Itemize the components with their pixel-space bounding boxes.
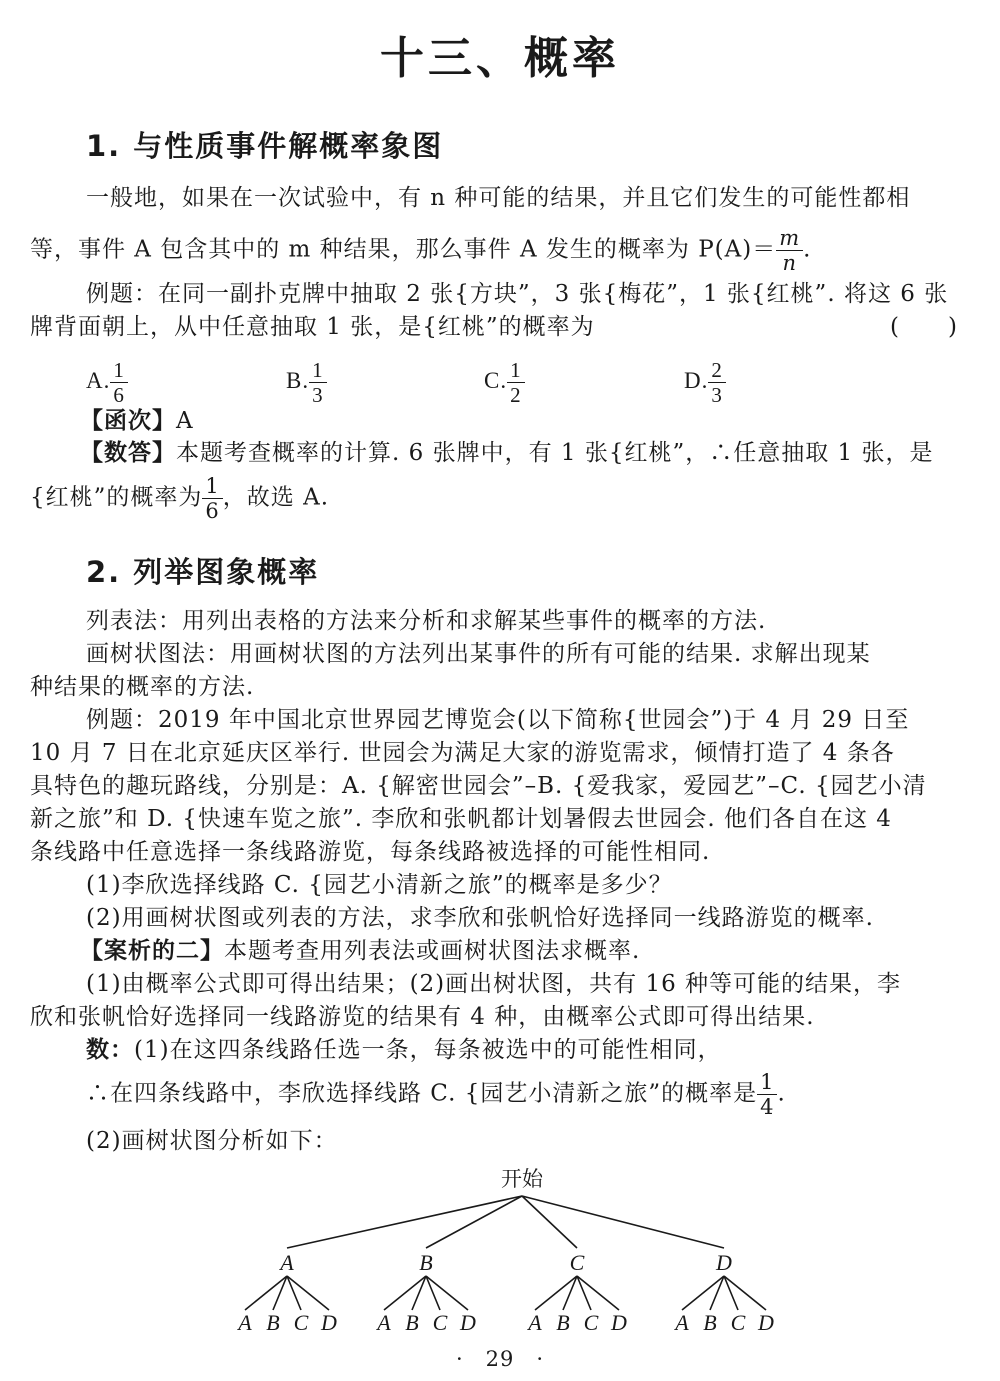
list-method: 列表法：用列出表格的方法来分析和求解某些事件的概率的方法. bbox=[86, 608, 767, 634]
tree-node-C: C bbox=[569, 1250, 585, 1275]
tree-branch-root-D bbox=[522, 1196, 724, 1248]
tree-branch-root-A bbox=[287, 1196, 522, 1248]
definition-line2 bbox=[30, 226, 811, 275]
fraction-numerator: 1 bbox=[507, 358, 525, 383]
option-label: B. bbox=[286, 367, 310, 393]
analysis-fraction bbox=[202, 474, 222, 523]
fraction-denominator: 4 bbox=[760, 1095, 775, 1119]
option-fraction bbox=[708, 358, 726, 407]
page-number: · 29 · bbox=[455, 1347, 545, 1371]
tree-leaf-A-D: D bbox=[321, 1310, 337, 1335]
option-label: C. bbox=[484, 367, 508, 393]
analysis2-text: 本题考查用列表法或画树状图法求概率. bbox=[224, 938, 641, 964]
analysis-text: 本题考查概率的计算. 6 张牌中，有 1 张{红桃”，∴任意抽取 1 张，是 bbox=[176, 440, 934, 466]
tree-nodes bbox=[236, 1250, 774, 1335]
analysis2-line bbox=[80, 935, 640, 967]
tree-leaf-B-B: B bbox=[405, 1310, 419, 1335]
options-row bbox=[86, 348, 886, 407]
tree-node-A: A bbox=[280, 1250, 294, 1275]
analysis-end: ，故选 A. bbox=[222, 484, 330, 511]
tree-leaf-D-A: A bbox=[675, 1310, 689, 1335]
tree-diagram bbox=[0, 1150, 1000, 1350]
option-label: A. bbox=[86, 367, 111, 393]
analysis-text: {红桃”的概率为 bbox=[30, 484, 203, 511]
definition-line1: 一般地，如果在一次试验中，有 n 种可能的结果，并且它们发生的可能性都相 bbox=[86, 185, 911, 211]
tree-leaf-C-A: A bbox=[528, 1310, 542, 1335]
answer-value: A bbox=[176, 408, 194, 434]
page-title: 十三、概率 bbox=[380, 33, 620, 84]
analysis-line1 bbox=[80, 437, 933, 469]
solution-line2 bbox=[86, 1070, 786, 1119]
example2-line3: 具特色的趣玩路线，分别是：A. {解密世园会”–B. {爱我家，爱园艺”–C. {园艺小清 bbox=[30, 773, 927, 799]
tree-leaf-D-C: C bbox=[730, 1310, 746, 1335]
tree-node-B: B bbox=[419, 1250, 433, 1275]
tree-node-D: D bbox=[716, 1250, 732, 1275]
tree-leaf-B-D: D bbox=[460, 1310, 476, 1335]
tree-leaf-D-B: B bbox=[703, 1310, 717, 1335]
fraction-numerator: 1 bbox=[757, 1070, 777, 1095]
tree-branches bbox=[245, 1196, 766, 1310]
tree-leaf-A-A: A bbox=[238, 1310, 252, 1335]
fraction-denominator: 3 bbox=[312, 383, 324, 407]
option-label: D. bbox=[684, 367, 709, 393]
option-a bbox=[86, 358, 128, 407]
solution-fraction bbox=[757, 1070, 777, 1119]
option-d bbox=[684, 358, 726, 407]
tree-root-label: 开始 bbox=[501, 1167, 543, 1191]
solution-text: (1)在这四条线路任选一条，每条被选中的可能性相同， bbox=[134, 1037, 722, 1063]
tree-leaf-A-C: C bbox=[293, 1310, 309, 1335]
question-1: (1)李欣选择线路 C. {园艺小清新之旅”的概率是多少？ bbox=[86, 872, 673, 898]
example2-line4: 新之旅”和 D. {快速车览之旅”. 李欣和张帆都计划暑假去世园会. 他们各自在这 4 bbox=[30, 806, 892, 832]
tree-branch-root-B bbox=[426, 1196, 522, 1248]
solution-line3: (2)画树状图分析如下： bbox=[86, 1128, 338, 1154]
option-fraction bbox=[507, 358, 525, 407]
analysis-line2 bbox=[30, 474, 329, 523]
hint-line2: 欣和张帆恰好选择同一线路游览的结果有 4 种，由概率公式即可得出结果. bbox=[30, 1004, 815, 1030]
fraction-numerator: 1 bbox=[309, 358, 327, 383]
tree-leaf-C-C: C bbox=[583, 1310, 599, 1335]
tree-leaf-C-D: D bbox=[611, 1310, 627, 1335]
example2-line1: 例题：2019 年中国北京世界园艺博览会(以下简称{世园会”)于 4 月 29 日至 bbox=[86, 707, 910, 733]
section1-heading: 1. 与性质事件解概率象图 bbox=[86, 129, 444, 163]
fraction-denominator: 6 bbox=[205, 499, 220, 523]
solution-tag: 数： bbox=[86, 1037, 134, 1063]
analysis-tag: 【数答】 bbox=[80, 440, 176, 466]
fraction-denominator: n bbox=[782, 251, 797, 275]
question-2: (2)用画树状图或列表的方法，求李欣和张帆恰好选择同一线路游览的概率. bbox=[86, 905, 874, 931]
fraction-denominator: 3 bbox=[711, 383, 723, 407]
definition-end: . bbox=[803, 236, 812, 263]
tree-leaf-C-B: B bbox=[556, 1310, 570, 1335]
example1-line1: 例题：在同一副扑克牌中抽取 2 张{方块”，3 张{梅花”，1 张{红桃”. 将这 6 张 bbox=[86, 281, 949, 307]
option-b bbox=[286, 358, 327, 407]
answer-tag: 【函次】 bbox=[80, 408, 176, 434]
tree-leaf-D-D: D bbox=[758, 1310, 774, 1335]
solution-line1 bbox=[86, 1034, 722, 1066]
option-c bbox=[484, 358, 525, 407]
fraction-denominator: 2 bbox=[510, 383, 522, 407]
example2-line2: 10 月 7 日在北京延庆区举行. 世园会为满足大家的游览需求，倾情打造了 4 条各 bbox=[30, 740, 895, 766]
section2-heading: 2. 列举图象概率 bbox=[86, 555, 320, 589]
tree-method-line2: 种结果的概率的方法. bbox=[30, 674, 255, 700]
analysis2-tag: 【案析的二】 bbox=[80, 938, 224, 964]
fraction-numerator: m bbox=[776, 226, 803, 251]
option-fraction bbox=[110, 358, 128, 407]
definition-text: 等，事件 A 包含其中的 m 种结果，那么事件 A 发生的概率为 P(A)＝ bbox=[30, 236, 777, 263]
definition-fraction bbox=[776, 226, 803, 275]
tree-leaf-A-B: B bbox=[266, 1310, 280, 1335]
answer-bracket: ( ) bbox=[890, 314, 958, 340]
fraction-numerator: 2 bbox=[708, 358, 726, 383]
example2-line5: 条线路中任意选择一条线路游览，每条线路被选择的可能性相同. bbox=[30, 839, 711, 865]
option-fraction bbox=[309, 358, 327, 407]
tree-leaf-B-A: A bbox=[377, 1310, 391, 1335]
example1-line2: 牌背面朝上，从中任意抽取 1 张，是{红桃”的概率为 bbox=[30, 314, 595, 340]
tree-method-line1: 画树状图法：用画树状图的方法列出某事件的所有可能的结果. 求解出现某 bbox=[86, 641, 871, 667]
hint-line1: (1)由概率公式即可得出结果；(2)画出树状图，共有 16 种等可能的结果，李 bbox=[86, 971, 902, 997]
fraction-denominator: 6 bbox=[113, 383, 125, 407]
fraction-numerator: 1 bbox=[202, 474, 222, 499]
solution-end: . bbox=[777, 1080, 786, 1107]
fraction-numerator: 1 bbox=[110, 358, 128, 383]
solution-text: ∴在四条线路中，李欣选择线路 C. {园艺小清新之旅”的概率是 bbox=[86, 1080, 758, 1107]
answer-line bbox=[80, 405, 194, 437]
tree-leaf-B-C: C bbox=[432, 1310, 448, 1335]
